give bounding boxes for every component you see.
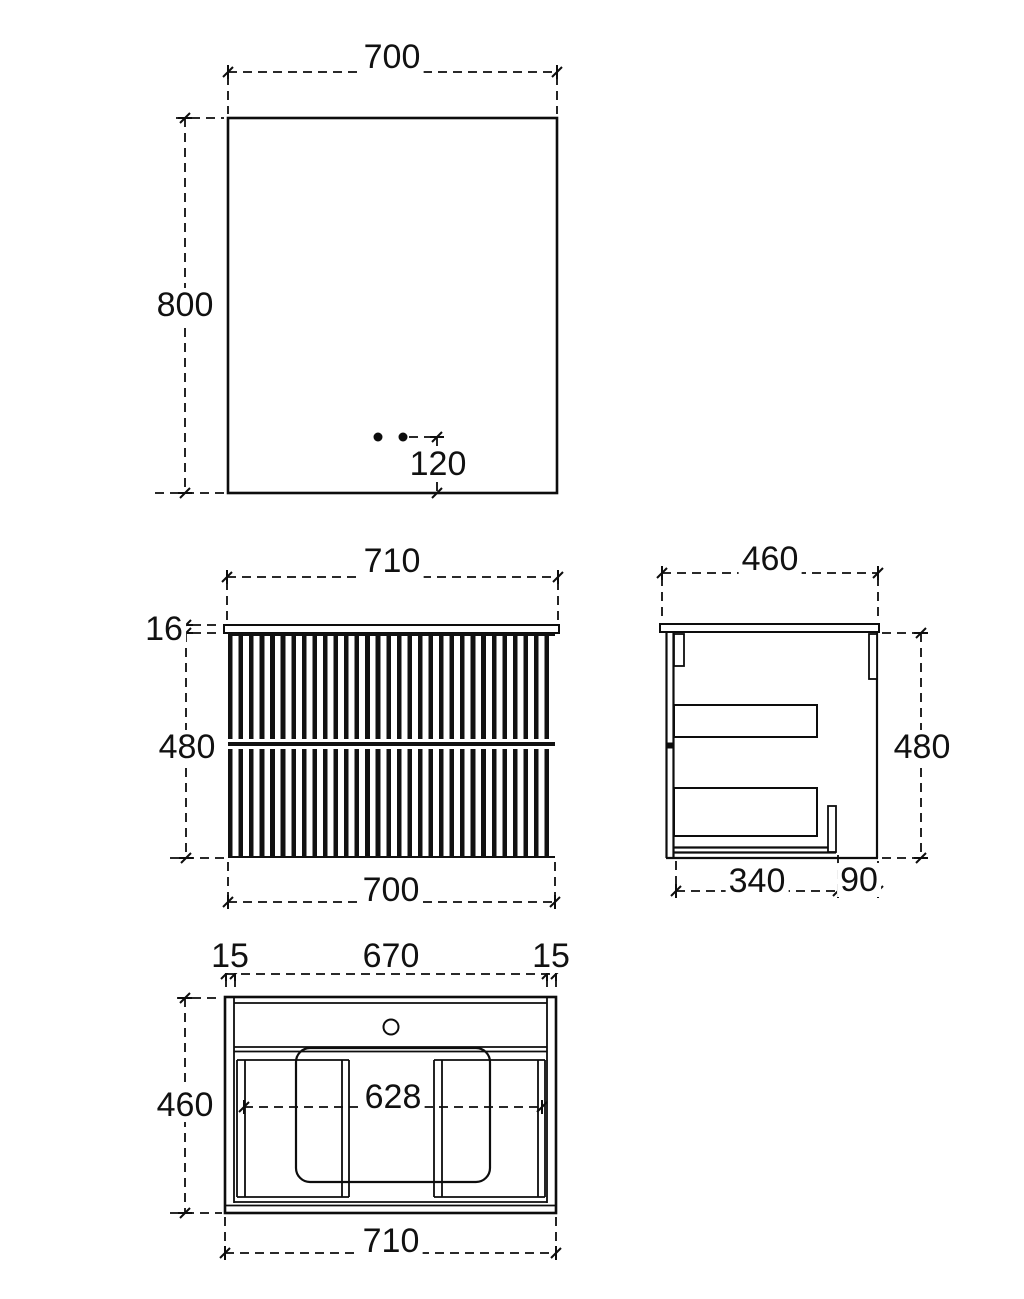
drawer-runner-left xyxy=(237,1060,349,1197)
dim-top-width: 710 xyxy=(361,544,424,578)
dim-front-height: 480 xyxy=(156,730,219,764)
countertop-front xyxy=(224,625,559,633)
dim-mirror-height: 800 xyxy=(154,288,217,322)
dim-inner-width: 670 xyxy=(360,939,423,973)
faucet-hole xyxy=(384,1020,399,1035)
bottom-bracket xyxy=(828,806,836,852)
drawer-front-joint xyxy=(666,743,675,749)
wall-bracket-rear xyxy=(869,634,877,679)
dim-rear-offset: 90 xyxy=(837,863,881,897)
dim-holes-offset: 120 xyxy=(407,447,470,481)
wall-bracket-front xyxy=(674,634,684,666)
dim-panel-left: 15 xyxy=(208,939,252,973)
dim-panel-right: 15 xyxy=(529,939,573,973)
dim-side-height: 480 xyxy=(891,730,954,764)
dim-basin-width: 628 xyxy=(362,1080,425,1114)
dim-depth: 460 xyxy=(739,542,802,576)
drawer-box-lower xyxy=(674,788,817,836)
drawer-box-upper xyxy=(674,705,817,737)
dim-plan-depth: 460 xyxy=(154,1088,217,1122)
dim-drawer-depth: 340 xyxy=(726,864,789,898)
mirror-dimension-lines xyxy=(155,72,557,493)
drawer-divider-line xyxy=(228,742,555,746)
vanity-side-view xyxy=(660,573,928,891)
mounting-hole-left xyxy=(374,433,383,442)
mirror-outline xyxy=(228,118,557,493)
dim-plan-width: 710 xyxy=(360,1224,423,1258)
countertop-side xyxy=(660,624,879,632)
dim-top-thickness: 16 xyxy=(142,612,186,646)
mounting-hole-right xyxy=(399,433,408,442)
mirror-front-view xyxy=(155,72,557,493)
dim-front-width: 700 xyxy=(360,873,423,907)
dim-mirror-width: 700 xyxy=(361,40,424,74)
